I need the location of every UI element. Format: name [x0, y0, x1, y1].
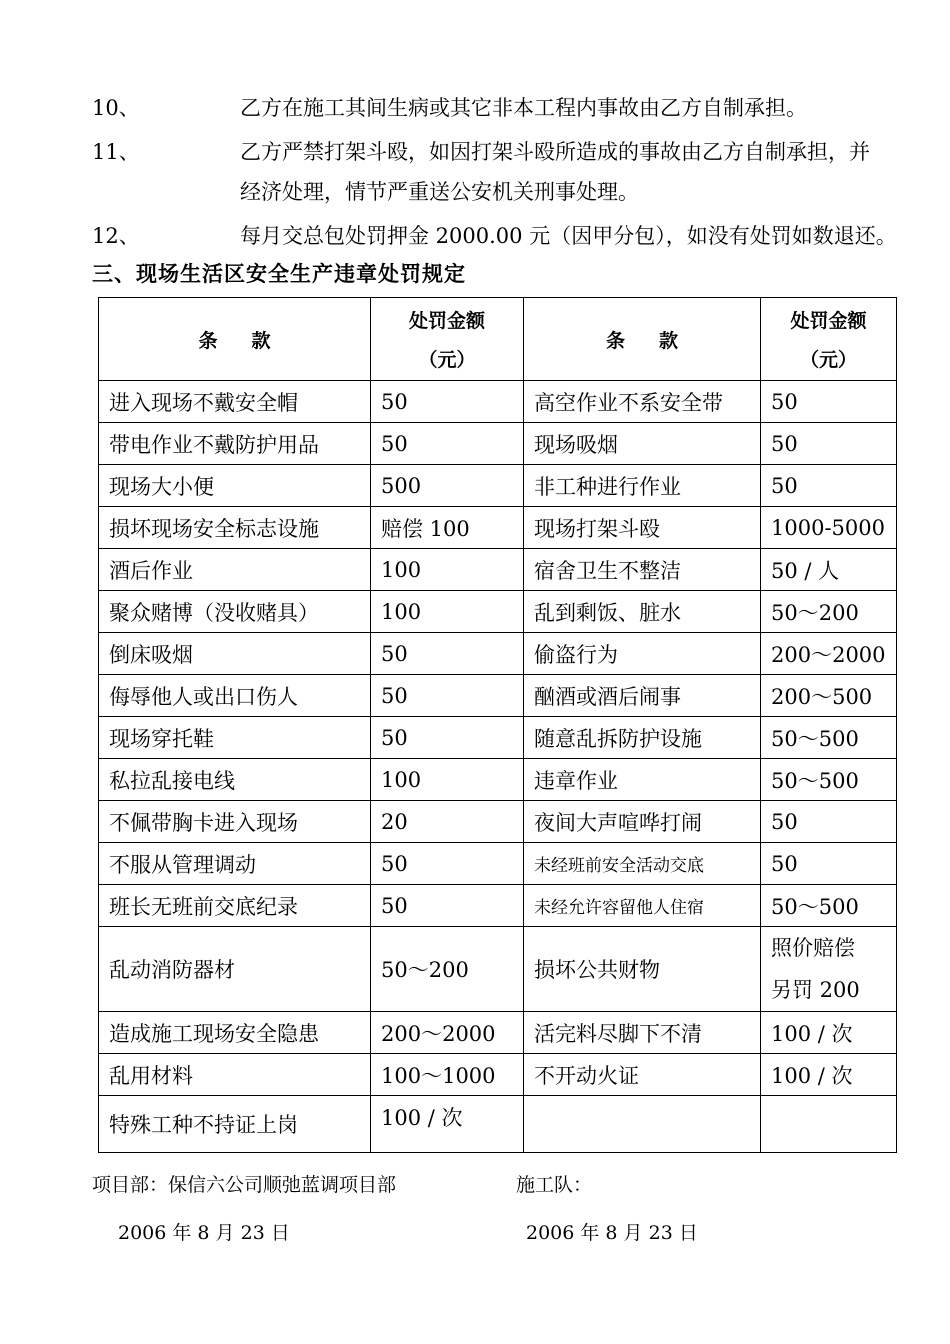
term-cell: 不开动火证: [524, 1054, 761, 1096]
amount-cell: 50～500: [761, 717, 897, 759]
table-row: [99, 507, 897, 549]
header-amount-line1: 处罚金额: [790, 310, 867, 332]
clause-number: 10、: [92, 96, 140, 120]
amount-cell: 50～200: [761, 591, 897, 633]
clause-number: 12、: [92, 224, 140, 248]
table-row: [99, 633, 897, 675]
table-row: [99, 927, 897, 1012]
term-cell: 乱动消防器材: [99, 927, 371, 1012]
term-cell: 现场打架斗殴: [524, 507, 761, 549]
amount-cell: 20: [371, 801, 524, 843]
table-row: [99, 591, 897, 633]
term-cell: 损坏公共财物: [524, 927, 761, 1012]
amount-line1: 照价赔偿: [771, 936, 855, 960]
term-cell: 班长无班前交底纪录: [99, 885, 371, 927]
amount-cell: 50: [371, 717, 524, 759]
table-row: [99, 1012, 897, 1054]
amount-cell: 50: [761, 423, 897, 465]
clause-12: [92, 224, 897, 248]
header-amount-line2: （元）: [418, 349, 476, 371]
amount-cell: 500: [371, 465, 524, 507]
table-row: [99, 1054, 897, 1096]
amount-cell: 50: [761, 465, 897, 507]
term-cell: 不服从管理调动: [99, 843, 371, 885]
table-row: [99, 801, 897, 843]
header-amount-line2: （元）: [799, 349, 857, 371]
clause-11: [92, 140, 870, 164]
term-cell: 未经班前安全活动交底: [524, 843, 761, 885]
amount-cell: 50: [761, 381, 897, 423]
amount-cell: 50: [371, 633, 524, 675]
term-cell: 现场大小便: [99, 465, 371, 507]
table-row: [99, 843, 897, 885]
amount-cell: 200～500: [761, 675, 897, 717]
amount-cell: 100: [371, 759, 524, 801]
amount-cell: 100: [371, 591, 524, 633]
header-amount: [761, 298, 897, 381]
clause-text: 经济处理，情节严重送公安机关刑事处理。: [240, 180, 639, 204]
term-cell: [524, 1096, 761, 1153]
amount-cell: 50: [761, 801, 897, 843]
clause-number: 11、: [92, 140, 140, 164]
term-cell: 偷盗行为: [524, 633, 761, 675]
table-row: [99, 759, 897, 801]
amount-cell: 200～2000: [371, 1012, 524, 1054]
amount-cell: 200～2000: [761, 633, 897, 675]
amount-cell: 50: [371, 885, 524, 927]
term-cell: 进入现场不戴安全帽: [99, 381, 371, 423]
term-cell: 不佩带胸卡进入现场: [99, 801, 371, 843]
table-row: [99, 381, 897, 423]
term-cell: 造成施工现场安全隐患: [99, 1012, 371, 1054]
term-cell: 宿舍卫生不整洁: [524, 549, 761, 591]
date-left: 2006 年 8 月 23 日: [118, 1222, 290, 1244]
project-department: 项目部：保信六公司顺弛蓝调项目部: [92, 1174, 397, 1196]
amount-cell: 赔偿 100: [371, 507, 524, 549]
amount-cell: 50: [761, 843, 897, 885]
term-cell: 现场穿托鞋: [99, 717, 371, 759]
clause-text: 乙方在施工其间生病或其它非本工程内事故由乙方自制承担。: [240, 96, 807, 120]
table-row: [99, 549, 897, 591]
amount-cell: 1000-5000: [761, 507, 897, 549]
term-cell: 夜间大声喧哗打闹: [524, 801, 761, 843]
term-cell: 非工种进行作业: [524, 465, 761, 507]
term-cell: 酒后作业: [99, 549, 371, 591]
table-header-row: [99, 298, 897, 381]
term-cell: 私拉乱接电线: [99, 759, 371, 801]
term-cell: 违章作业: [524, 759, 761, 801]
table-row: [99, 717, 897, 759]
term-cell: 聚众赌博（没收赌具）: [99, 591, 371, 633]
term-cell: 乱到剩饭、脏水: [524, 591, 761, 633]
term-cell: 随意乱拆防护设施: [524, 717, 761, 759]
term-cell: 损坏现场安全标志设施: [99, 507, 371, 549]
amount-cell: 50: [371, 423, 524, 465]
penalty-table: [98, 297, 897, 1153]
table-row: [99, 423, 897, 465]
amount-cell: 50～500: [761, 885, 897, 927]
term-cell: 酗酒或酒后闹事: [524, 675, 761, 717]
table-row: [99, 1096, 897, 1153]
amount-cell: 100 / 次: [371, 1096, 524, 1153]
term-cell: 高空作业不系安全带: [524, 381, 761, 423]
header-term: 条款: [99, 298, 371, 381]
term-cell: 未经允许容留他人住宿: [524, 885, 761, 927]
term-cell: 带电作业不戴防护用品: [99, 423, 371, 465]
amount-cell: 100～1000: [371, 1054, 524, 1096]
header-amount: [371, 298, 524, 381]
amount-cell: 50～200: [371, 927, 524, 1012]
date-right: 2006 年 8 月 23 日: [526, 1222, 698, 1244]
header-term: 条款: [524, 298, 761, 381]
amount-cell: 50～500: [761, 759, 897, 801]
amount-cell: 50: [371, 381, 524, 423]
amount-cell: 100 / 次: [761, 1054, 897, 1096]
section-title: 三、现场生活区安全生产违章处罚规定: [92, 262, 466, 286]
table-row: [99, 885, 897, 927]
term-cell: 侮辱他人或出口伤人: [99, 675, 371, 717]
amount-cell: 100 / 次: [761, 1012, 897, 1054]
term-cell: 乱用材料: [99, 1054, 371, 1096]
amount-line2: 另罚 200: [771, 978, 860, 1002]
amount-cell: 50 / 人: [761, 549, 897, 591]
clause-text: 乙方严禁打架斗殴，如因打架斗殴所造成的事故由乙方自制承担，并: [240, 140, 870, 164]
amount-cell: 50: [371, 843, 524, 885]
amount-cell: 100: [371, 549, 524, 591]
amount-cell: [761, 927, 897, 1012]
term-cell: 活完料尽脚下不清: [524, 1012, 761, 1054]
construction-team: 施工队：: [516, 1174, 593, 1196]
table-row: [99, 465, 897, 507]
term-cell: 倒床吸烟: [99, 633, 371, 675]
clause-text: 每月交总包处罚押金 2000.00 元（因甲分包），如没有处罚如数退还。: [240, 224, 897, 248]
table-row: [99, 675, 897, 717]
clause-10: [92, 96, 807, 120]
term-cell: 特殊工种不持证上岗: [99, 1096, 371, 1153]
amount-cell: 50: [371, 675, 524, 717]
header-amount-line1: 处罚金额: [408, 310, 485, 332]
amount-cell: [761, 1096, 897, 1153]
term-cell: 现场吸烟: [524, 423, 761, 465]
